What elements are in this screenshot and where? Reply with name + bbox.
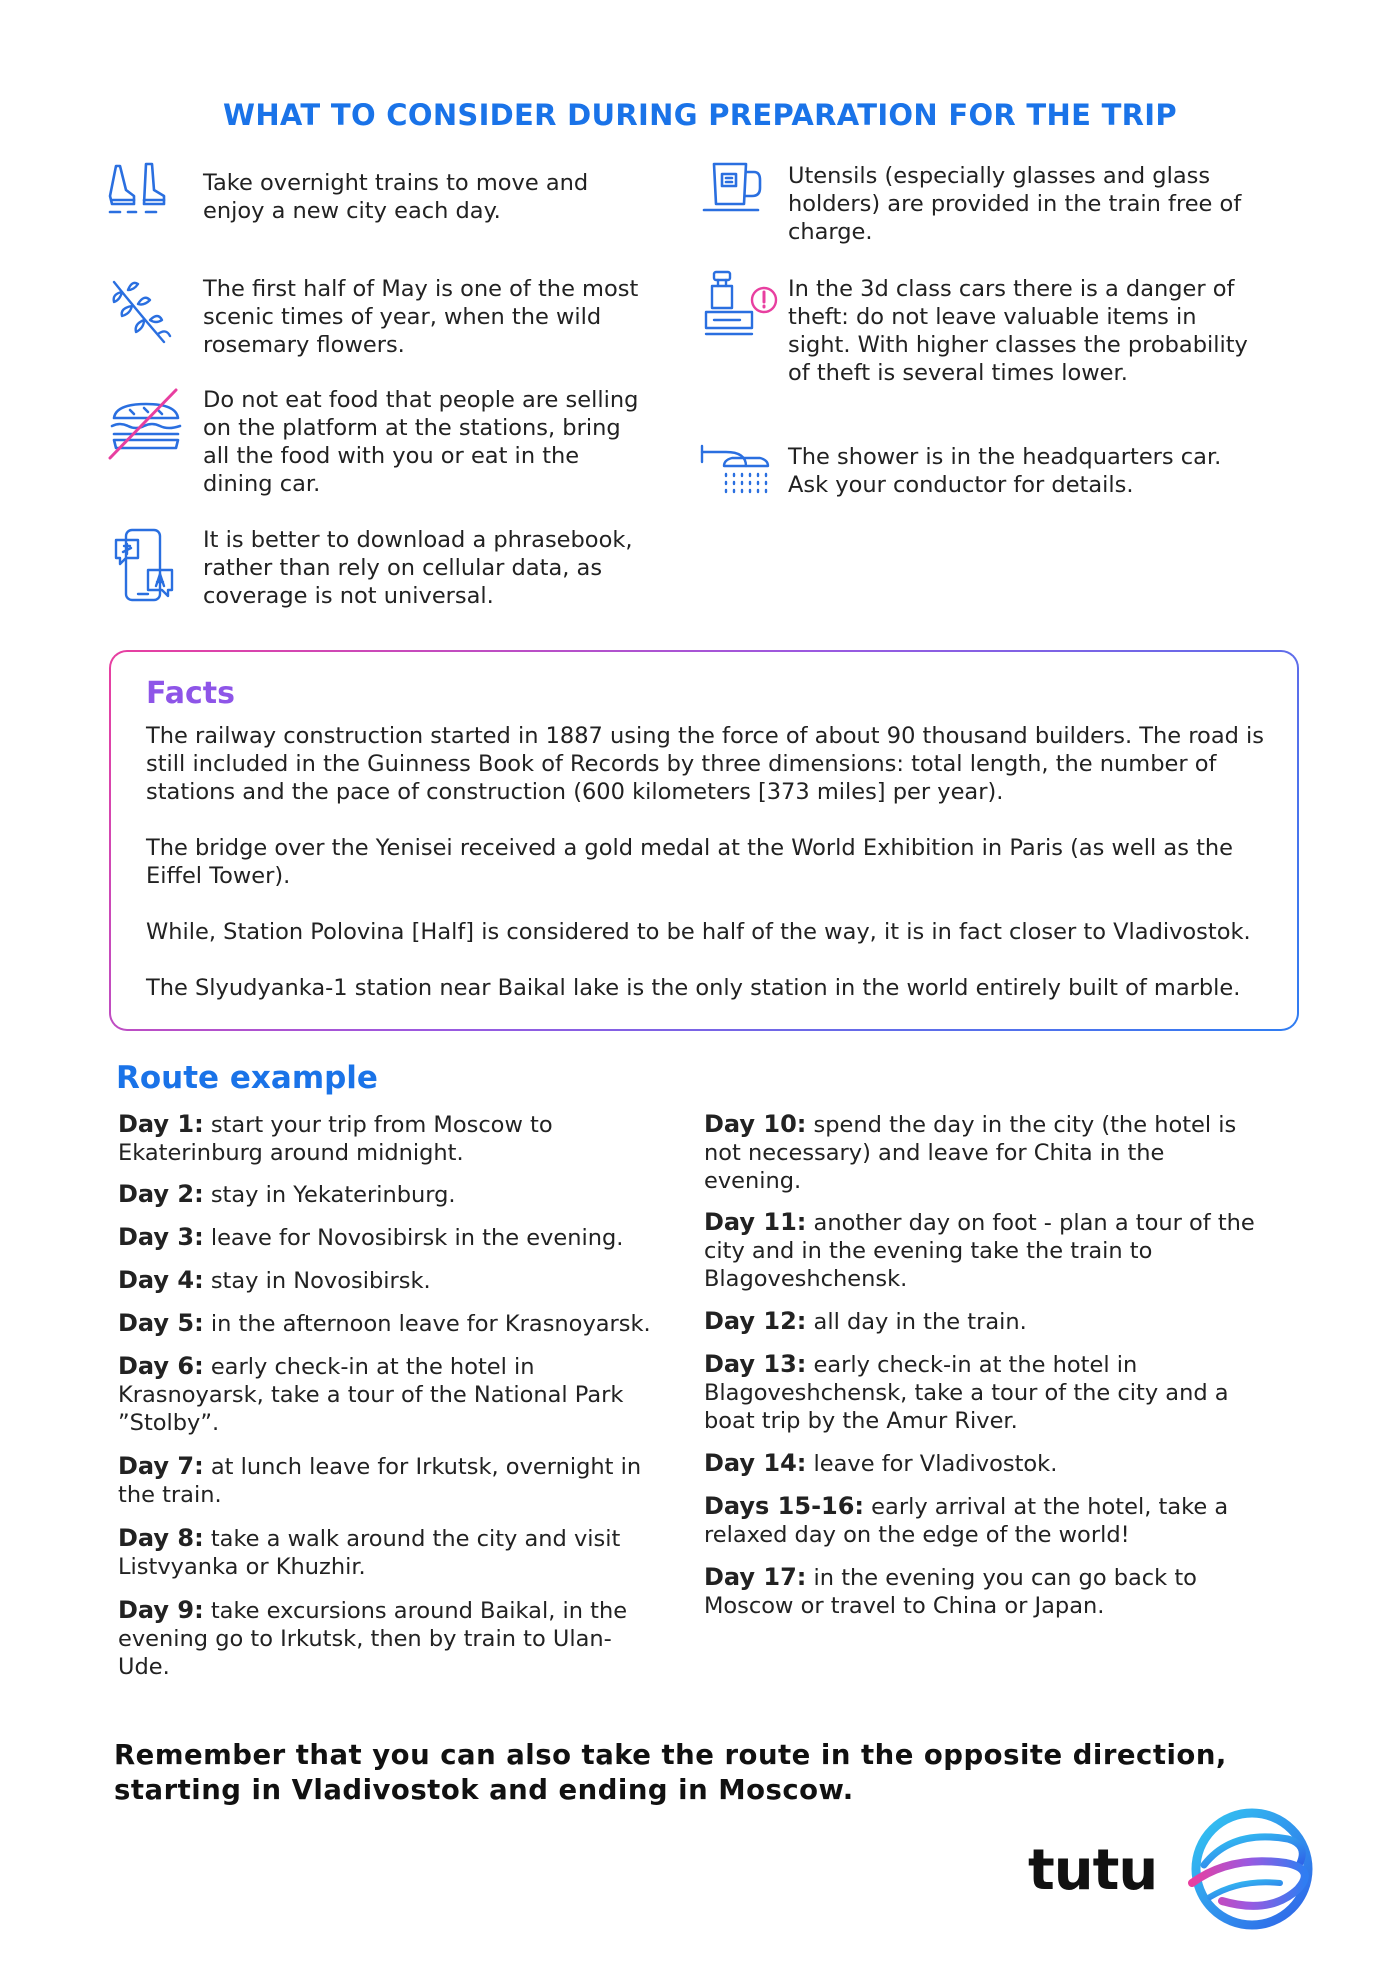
walking-feet-icon	[106, 160, 186, 240]
route-day	[118, 1110, 658, 1167]
route-day	[118, 1524, 658, 1581]
route-title: Route example	[116, 1060, 378, 1096]
tea-glass-holder-icon	[700, 158, 780, 238]
day-label: Day 14:	[704, 1449, 807, 1477]
day-text: leave for Vladivostok.	[806, 1451, 1058, 1477]
day-label: Day 6:	[118, 1352, 204, 1380]
route-day	[118, 1352, 658, 1437]
tip-text: In the 3d class cars there is a danger of theft: do not leave valuable items in sight. With higher classes the probability of theft is several times lower.	[788, 276, 1248, 386]
tip-text: It is better to download a phrasebook, rather than rely on cellular data, as coverage is not universal.	[203, 527, 633, 609]
route-day	[704, 1110, 1264, 1195]
tip-text: Utensils (especially glasses and glass holders) are provided in the train free of charge.	[788, 163, 1242, 245]
day-text: leave for Novosibirsk in the evening.	[203, 1225, 624, 1251]
day-label: Days 15-16:	[704, 1492, 865, 1520]
fact-paragraph: While, Station Polovina [Half] is considered to be half of the way, it is in fact closer to Vladivostok.	[146, 919, 1251, 945]
day-label: Day 12:	[704, 1307, 807, 1335]
rosemary-branch-icon	[108, 272, 188, 352]
tip-text: The first half of May is one of the most scenic times of year, when the wild rosemary flowers.	[203, 276, 639, 358]
route-day	[704, 1563, 1264, 1620]
route-day	[704, 1449, 1264, 1478]
day-text: spend the day in the city (the hotel is not necessary) and leave for Chita in the evening.	[704, 1112, 1237, 1194]
route-day	[704, 1350, 1264, 1435]
route-day	[118, 1180, 658, 1209]
day-label: Day 13:	[704, 1350, 807, 1378]
logo-wordmark: tutu	[1028, 1838, 1158, 1903]
day-label: Day 4:	[118, 1266, 204, 1294]
day-label: Day 10:	[704, 1110, 807, 1138]
day-text: stay in Novosibirsk.	[203, 1268, 431, 1294]
day-label: Day 8:	[118, 1524, 204, 1552]
theft-warning-icon	[700, 268, 780, 348]
route-day	[118, 1452, 658, 1509]
tip-text: Take overnight trains to move and enjoy a new city each day.	[203, 170, 589, 224]
day-text: start your trip from Moscow to Ekaterinburg around midnight.	[118, 1112, 553, 1166]
route-day	[118, 1223, 658, 1252]
tip-text: The shower is in the headquarters car. Ask your conductor for details.	[788, 444, 1222, 498]
day-text: stay in Yekaterinburg.	[203, 1182, 456, 1208]
facts-box	[109, 650, 1299, 1031]
route-day	[704, 1492, 1264, 1549]
day-text: in the evening you can go back to Moscow or travel to China or Japan.	[704, 1565, 1197, 1619]
day-label: Day 5:	[118, 1309, 204, 1337]
route-day	[704, 1208, 1264, 1293]
phone-translate-icon	[112, 528, 192, 608]
facts-title: Facts	[146, 676, 235, 711]
tip-text: Do not eat food that people are selling on the platform at the stations, bring all the food with you or eat in the dining car.	[203, 387, 639, 497]
day-text: at lunch leave for Irkutsk, overnight in the train.	[118, 1454, 642, 1508]
tutu-globe-logo-icon	[1170, 1805, 1325, 1935]
route-day	[118, 1309, 658, 1338]
day-text: early check-in at the hotel in Blagoveshchensk, take a tour of the city and a boat trip by the Amur River.	[704, 1352, 1229, 1434]
day-text: all day in the train.	[806, 1309, 1027, 1335]
day-text: early check-in at the hotel in Krasnoyarsk, take a tour of the National Park ”Stolby”.	[118, 1354, 624, 1436]
closing-note: Remember that you can also take the route in the opposite direction, starting in Vladivostok and ending in Moscow.	[114, 1739, 1227, 1806]
fact-paragraph: The bridge over the Yenisei received a gold medal at the World Exhibition in Paris (as well as the Eiffel Tower).	[146, 835, 1233, 889]
route-day	[704, 1307, 1264, 1336]
day-label: Day 9:	[118, 1596, 204, 1624]
fact-paragraph: The Slyudyanka-1 station near Baikal lake is the only station in the world entirely built of marble.	[146, 975, 1241, 1001]
day-label: Day 3:	[118, 1223, 204, 1251]
no-sandwich-icon	[106, 388, 186, 468]
day-text: take a walk around the city and visit Listvyanka or Khuzhir.	[118, 1526, 621, 1580]
day-text: take excursions around Baikal, in the evening go to Irkutsk, then by train to Ulan-Ude.	[118, 1598, 628, 1680]
page-title: WHAT TO CONSIDER DURING PREPARATION FOR THE TRIP	[223, 98, 1177, 132]
day-text: early arrival at the hotel, take a relaxed day on the edge of the world!	[704, 1494, 1229, 1548]
day-text: in the afternoon leave for Krasnoyarsk.	[203, 1311, 651, 1337]
day-label: Day 11:	[704, 1208, 807, 1236]
route-day	[118, 1596, 658, 1681]
fact-paragraph: The railway construction started in 1887 using the force of about 90 thousand builders. The road is still included in the Guinness Book of Records by three dimensions: total length, the number of stations and the pace of construction (600 kilometers [373 miles] per year).	[146, 723, 1265, 805]
day-label: Day 17:	[704, 1563, 807, 1591]
day-label: Day 2:	[118, 1180, 204, 1208]
route-day	[118, 1266, 658, 1295]
day-text: another day on foot - plan a tour of the city and in the evening take the train to Blagoveshchensk.	[704, 1210, 1255, 1292]
day-label: Day 7:	[118, 1452, 204, 1480]
shower-icon	[698, 440, 778, 520]
day-label: Day 1:	[118, 1110, 204, 1138]
